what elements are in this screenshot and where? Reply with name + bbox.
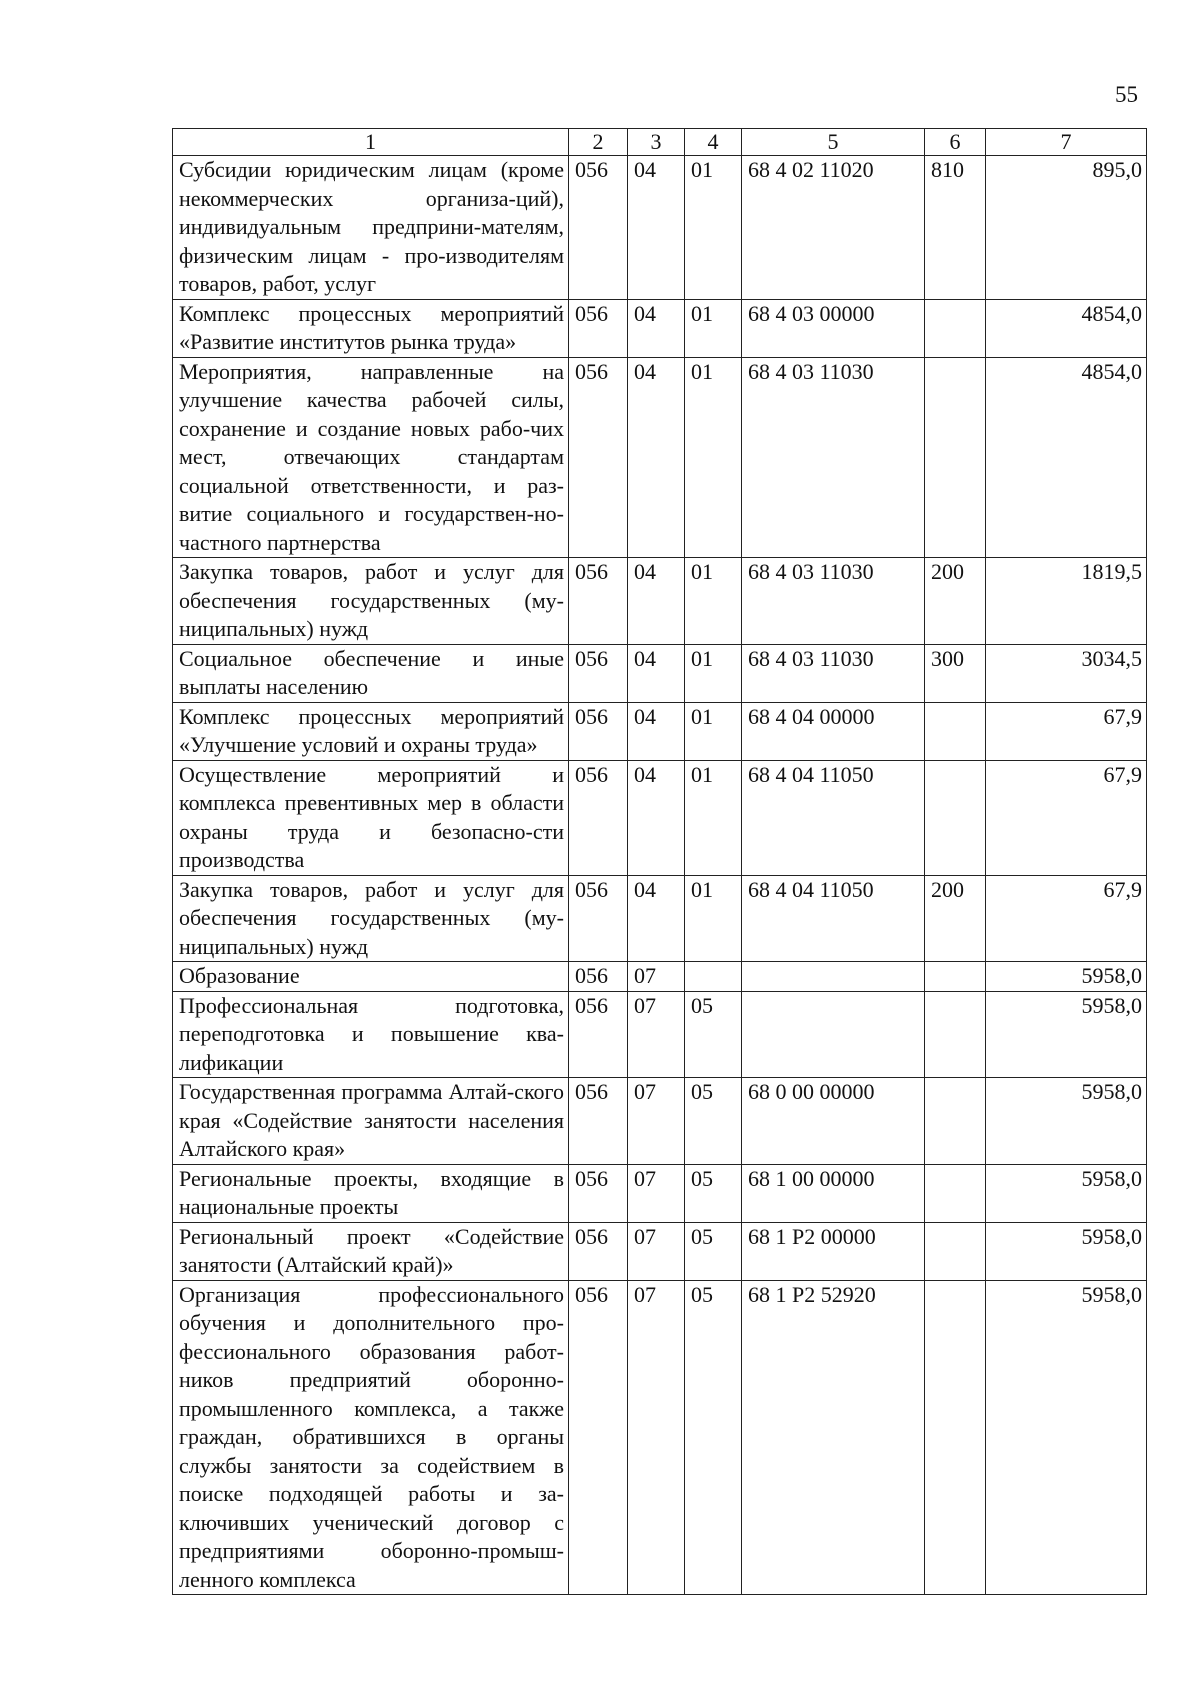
row-name-cell: Закупка товаров, работ и услуг для обеспечения государственных (му-ниципальных) нужд bbox=[173, 558, 569, 645]
row-sum-cell: 4854,0 bbox=[986, 357, 1147, 558]
row-name-cell: Региональный проект «Содействие занятости (Алтайский край)» bbox=[173, 1222, 569, 1280]
row-grbs-cell: 056 bbox=[569, 1164, 628, 1222]
row-sum-cell: 5958,0 bbox=[986, 1078, 1147, 1165]
row-kcsr-cell: 68 4 04 00000 bbox=[742, 702, 925, 760]
row-rz-cell: 07 bbox=[628, 991, 685, 1078]
table-body bbox=[173, 129, 1147, 1595]
row-rz-cell: 07 bbox=[628, 1078, 685, 1165]
page-number: 55 bbox=[1115, 82, 1138, 107]
column-header: 4 bbox=[685, 129, 742, 156]
row-name-cell: Образование bbox=[173, 962, 569, 992]
row-rz-cell: 07 bbox=[628, 1280, 685, 1595]
row-pr-cell bbox=[685, 962, 742, 992]
table-row bbox=[173, 1280, 1147, 1595]
row-rz-cell: 04 bbox=[628, 357, 685, 558]
table-row bbox=[173, 156, 1147, 300]
row-kcsr-cell: 68 4 03 11030 bbox=[742, 357, 925, 558]
row-pr-cell: 01 bbox=[685, 702, 742, 760]
row-kcsr-cell: 68 4 03 11030 bbox=[742, 558, 925, 645]
row-rz-cell: 04 bbox=[628, 558, 685, 645]
row-pr-cell: 05 bbox=[685, 1164, 742, 1222]
row-vr-cell: 200 bbox=[925, 558, 986, 645]
column-header: 3 bbox=[628, 129, 685, 156]
row-name-cell: Осуществление мероприятий и комплекса превентивных мер в области охраны труда и безопасно-сти производства bbox=[173, 760, 569, 875]
row-kcsr-cell: 68 4 03 11030 bbox=[742, 644, 925, 702]
row-vr-cell bbox=[925, 1078, 986, 1165]
row-pr-cell: 01 bbox=[685, 357, 742, 558]
row-grbs-cell: 056 bbox=[569, 1280, 628, 1595]
row-kcsr-cell: 68 0 00 00000 bbox=[742, 1078, 925, 1165]
row-sum-cell: 5958,0 bbox=[986, 1280, 1147, 1595]
budget-table bbox=[172, 128, 1147, 1595]
row-vr-cell bbox=[925, 702, 986, 760]
row-sum-cell: 5958,0 bbox=[986, 1164, 1147, 1222]
row-pr-cell: 01 bbox=[685, 644, 742, 702]
table-row bbox=[173, 357, 1147, 558]
column-header: 6 bbox=[925, 129, 986, 156]
row-vr-cell bbox=[925, 299, 986, 357]
column-header: 7 bbox=[986, 129, 1147, 156]
row-rz-cell: 04 bbox=[628, 702, 685, 760]
row-name-cell: Государственная программа Алтай-ского края «Содействие занятости населения Алтайского края» bbox=[173, 1078, 569, 1165]
table-row bbox=[173, 702, 1147, 760]
row-vr-cell bbox=[925, 1164, 986, 1222]
row-grbs-cell: 056 bbox=[569, 558, 628, 645]
row-sum-cell: 67,9 bbox=[986, 702, 1147, 760]
row-pr-cell: 01 bbox=[685, 875, 742, 962]
row-rz-cell: 07 bbox=[628, 1164, 685, 1222]
row-pr-cell: 01 bbox=[685, 156, 742, 300]
row-rz-cell: 04 bbox=[628, 644, 685, 702]
row-rz-cell: 07 bbox=[628, 962, 685, 992]
column-header: 1 bbox=[173, 129, 569, 156]
row-grbs-cell: 056 bbox=[569, 299, 628, 357]
row-name-cell: Комплекс процессных мероприятий «Улучшение условий и охраны труда» bbox=[173, 702, 569, 760]
row-kcsr-cell bbox=[742, 962, 925, 992]
row-vr-cell bbox=[925, 1222, 986, 1280]
table-row bbox=[173, 644, 1147, 702]
row-vr-cell bbox=[925, 962, 986, 992]
row-rz-cell: 07 bbox=[628, 1222, 685, 1280]
row-kcsr-cell: 68 4 03 00000 bbox=[742, 299, 925, 357]
row-pr-cell: 01 bbox=[685, 558, 742, 645]
row-grbs-cell: 056 bbox=[569, 702, 628, 760]
row-pr-cell: 05 bbox=[685, 1078, 742, 1165]
row-sum-cell: 5958,0 bbox=[986, 1222, 1147, 1280]
row-sum-cell: 67,9 bbox=[986, 760, 1147, 875]
row-pr-cell: 01 bbox=[685, 299, 742, 357]
row-rz-cell: 04 bbox=[628, 156, 685, 300]
row-sum-cell: 5958,0 bbox=[986, 962, 1147, 992]
row-grbs-cell: 056 bbox=[569, 991, 628, 1078]
row-grbs-cell: 056 bbox=[569, 875, 628, 962]
row-kcsr-cell: 68 4 02 11020 bbox=[742, 156, 925, 300]
row-grbs-cell: 056 bbox=[569, 357, 628, 558]
row-kcsr-cell bbox=[742, 991, 925, 1078]
row-pr-cell: 05 bbox=[685, 991, 742, 1078]
row-kcsr-cell: 68 1 Р2 52920 bbox=[742, 1280, 925, 1595]
row-vr-cell bbox=[925, 357, 986, 558]
row-rz-cell: 04 bbox=[628, 875, 685, 962]
row-vr-cell: 200 bbox=[925, 875, 986, 962]
column-header: 5 bbox=[742, 129, 925, 156]
column-header: 2 bbox=[569, 129, 628, 156]
table-row bbox=[173, 875, 1147, 962]
row-kcsr-cell: 68 4 04 11050 bbox=[742, 760, 925, 875]
table-row bbox=[173, 299, 1147, 357]
table-row bbox=[173, 760, 1147, 875]
row-name-cell: Социальное обеспечение и иные выплаты населению bbox=[173, 644, 569, 702]
row-vr-cell: 300 bbox=[925, 644, 986, 702]
row-name-cell: Организация профессионального обучения и дополнительного про-фессионального образования работ-ников предприятий оборонно-промышленного комплекса, а также граждан, обратившихся в органы службы занятости за содействием в поиске подходящей работы и за-ключивших ученический договор с предприятиями оборонно-промыш-ленного комплекса bbox=[173, 1280, 569, 1595]
row-grbs-cell: 056 bbox=[569, 1078, 628, 1165]
row-pr-cell: 05 bbox=[685, 1280, 742, 1595]
row-grbs-cell: 056 bbox=[569, 1222, 628, 1280]
table-header-row bbox=[173, 129, 1147, 156]
row-pr-cell: 05 bbox=[685, 1222, 742, 1280]
table-row bbox=[173, 962, 1147, 992]
table-row bbox=[173, 991, 1147, 1078]
row-name-cell: Региональные проекты, входящие в национальные проекты bbox=[173, 1164, 569, 1222]
row-vr-cell bbox=[925, 760, 986, 875]
row-name-cell: Профессиональная подготовка, переподготовка и повышение ква-лификации bbox=[173, 991, 569, 1078]
row-name-cell: Комплекс процессных мероприятий «Развитие институтов рынка труда» bbox=[173, 299, 569, 357]
row-sum-cell: 67,9 bbox=[986, 875, 1147, 962]
row-rz-cell: 04 bbox=[628, 299, 685, 357]
table-row bbox=[173, 1164, 1147, 1222]
row-grbs-cell: 056 bbox=[569, 760, 628, 875]
row-vr-cell bbox=[925, 991, 986, 1078]
row-rz-cell: 04 bbox=[628, 760, 685, 875]
row-pr-cell: 01 bbox=[685, 760, 742, 875]
row-kcsr-cell: 68 1 Р2 00000 bbox=[742, 1222, 925, 1280]
row-grbs-cell: 056 bbox=[569, 156, 628, 300]
row-grbs-cell: 056 bbox=[569, 644, 628, 702]
row-vr-cell bbox=[925, 1280, 986, 1595]
row-name-cell: Мероприятия, направленные на улучшение качества рабочей силы, сохранение и создание новых рабо-чих мест, отвечающих стандартам социальной ответственности, и раз-витие социального и государствен-но-частного партнерства bbox=[173, 357, 569, 558]
row-name-cell: Субсидии юридическим лицам (кроме некоммерческих организа-ций), индивидуальным предприни-мателям, физическим лицам - про-изводителям товаров, работ, услуг bbox=[173, 156, 569, 300]
table-row bbox=[173, 1222, 1147, 1280]
row-sum-cell: 1819,5 bbox=[986, 558, 1147, 645]
row-sum-cell: 5958,0 bbox=[986, 991, 1147, 1078]
row-sum-cell: 895,0 bbox=[986, 156, 1147, 300]
row-name-cell: Закупка товаров, работ и услуг для обеспечения государственных (му-ниципальных) нужд bbox=[173, 875, 569, 962]
row-vr-cell: 810 bbox=[925, 156, 986, 300]
row-kcsr-cell: 68 1 00 00000 bbox=[742, 1164, 925, 1222]
table-row bbox=[173, 1078, 1147, 1165]
table-row bbox=[173, 558, 1147, 645]
row-grbs-cell: 056 bbox=[569, 962, 628, 992]
row-sum-cell: 3034,5 bbox=[986, 644, 1147, 702]
row-kcsr-cell: 68 4 04 11050 bbox=[742, 875, 925, 962]
row-sum-cell: 4854,0 bbox=[986, 299, 1147, 357]
